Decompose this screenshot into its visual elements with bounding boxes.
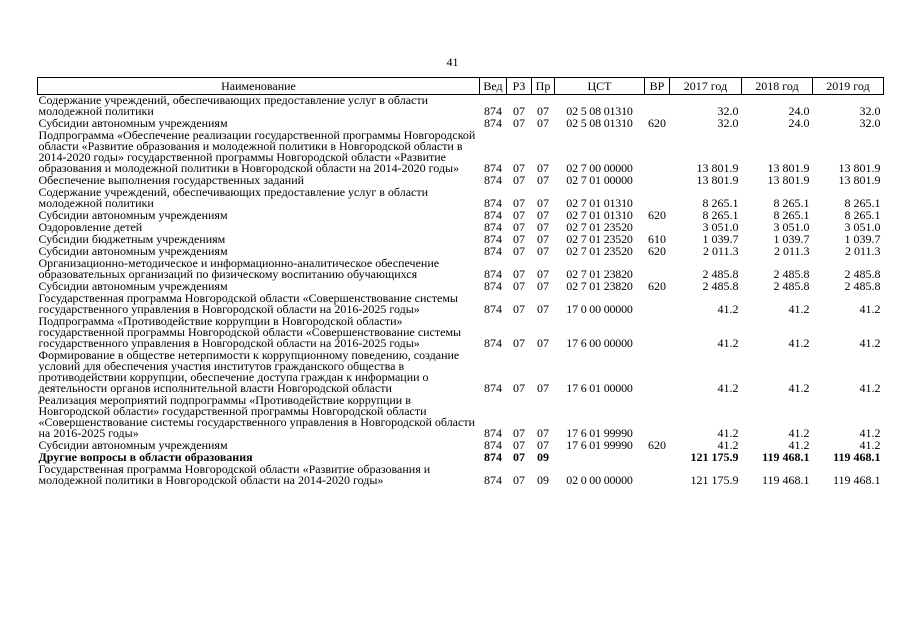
cell-cst: 02 7 01 23520 bbox=[566, 244, 633, 258]
cell-pr: 07 bbox=[537, 173, 549, 187]
cell-cst: 02 7 01 23820 bbox=[566, 267, 633, 281]
cell-2018: 8 265.1 bbox=[773, 196, 810, 210]
cell-vr bbox=[645, 258, 670, 281]
cell-name: Субсидии автономным учреждениям bbox=[38, 438, 228, 452]
cell-2017: 32.0 bbox=[717, 104, 739, 118]
table-header bbox=[38, 78, 884, 95]
cell-ved: 874 bbox=[484, 220, 502, 234]
cell-vr bbox=[645, 187, 670, 210]
cell-name: Реализация мероприятий подпрограммы «Противодействие коррупции в Новгородской области» государственной программы Новгородской области «Совершенствование системы государственного управления в Новгородской области на 2016-2025 годы» bbox=[38, 393, 475, 440]
cell-ved: 874 bbox=[484, 450, 502, 464]
cell-pr: 07 bbox=[537, 244, 549, 258]
cell-cst: 02 5 08 01310 bbox=[566, 116, 633, 130]
cell-ved: 874 bbox=[484, 161, 502, 175]
header-2018: 2018 год bbox=[742, 78, 813, 95]
cell-ved: 874 bbox=[484, 173, 502, 187]
cell-name: Государственная программа Новгородской области «Развитие образования и молодежной политики в Новгородской области на 2014-2020 годы» bbox=[38, 462, 431, 487]
cell-2017: 8 265.1 bbox=[702, 208, 739, 222]
cell-rz: 07 bbox=[513, 279, 525, 293]
page-number: 41 bbox=[446, 55, 459, 69]
cell-2017: 13 801.9 bbox=[696, 173, 739, 187]
cell-rz: 07 bbox=[513, 450, 525, 464]
cell-pr: 07 bbox=[537, 279, 549, 293]
cell-name: Содержание учреждений, обеспечивающих предоставление услуг в области молодежной политики bbox=[38, 185, 429, 210]
cell-2017: 2 485.8 bbox=[702, 267, 739, 281]
cell-2018: 13 801.9 bbox=[767, 161, 810, 175]
cell-2018: 2 485.8 bbox=[773, 267, 810, 281]
cell-2018: 24.0 bbox=[788, 116, 810, 130]
header-2017: 2017 год bbox=[670, 78, 742, 95]
cell-vr: 620 bbox=[648, 116, 666, 130]
cell-2018: 13 801.9 bbox=[767, 173, 810, 187]
cell-2019: 119 468.1 bbox=[832, 473, 881, 487]
cell-pr: 07 bbox=[537, 208, 549, 222]
cell-cst bbox=[555, 452, 645, 464]
cell-2018: 119 468.1 bbox=[761, 473, 810, 487]
cell-ved: 874 bbox=[484, 279, 502, 293]
cell-vr: 620 bbox=[648, 279, 666, 293]
cell-rz: 07 bbox=[513, 267, 525, 281]
cell-vr bbox=[645, 350, 670, 395]
table-row bbox=[38, 258, 884, 281]
cell-name: Субсидии автономным учреждениям bbox=[38, 279, 228, 293]
cell-2018: 24.0 bbox=[788, 104, 810, 118]
cell-2018: 2 485.8 bbox=[773, 279, 810, 293]
cell-2017: 32.0 bbox=[717, 116, 739, 130]
cell-pr: 07 bbox=[537, 161, 549, 175]
cell-rz: 07 bbox=[513, 473, 525, 487]
cell-pr: 07 bbox=[537, 104, 549, 118]
cell-ved: 874 bbox=[484, 232, 502, 246]
cell-2018: 3 051.0 bbox=[773, 220, 810, 234]
table-row bbox=[38, 350, 884, 395]
cell-rz: 07 bbox=[513, 232, 525, 246]
cell-rz: 07 bbox=[513, 161, 525, 175]
cell-2018: 41.2 bbox=[788, 302, 810, 316]
cell-pr: 07 bbox=[537, 267, 549, 281]
cell-pr: 07 bbox=[537, 232, 549, 246]
cell-cst: 17 6 00 00000 bbox=[566, 336, 633, 350]
cell-pr: 07 bbox=[537, 220, 549, 234]
cell-rz: 07 bbox=[513, 173, 525, 187]
cell-ved: 874 bbox=[484, 116, 502, 130]
cell-2017: 3 051.0 bbox=[702, 220, 739, 234]
header-rz: РЗ bbox=[507, 78, 532, 95]
cell-rz: 07 bbox=[513, 244, 525, 258]
table-row bbox=[38, 395, 884, 440]
cell-2017: 41.2 bbox=[717, 336, 739, 350]
cell-cst: 17 6 01 99990 bbox=[566, 438, 633, 452]
table-row bbox=[38, 187, 884, 210]
cell-cst: 02 7 01 23520 bbox=[566, 232, 633, 246]
cell-vr: 610 bbox=[648, 232, 666, 246]
cell-name: Формирование в обществе нетерпимости к коррупционному поведению, создание условий для обеспечения участия институтов гражданского общества в противодействии коррупции, обеспечение доступа граждан к информации о деятельности органов исполнительной власти Новгородской области bbox=[38, 348, 460, 395]
cell-2017: 1 039.7 bbox=[702, 232, 739, 246]
cell-vr: 620 bbox=[648, 208, 666, 222]
cell-name: Государственная программа Новгородской области «Совершенствование системы государственного управления в Новгородской области на 2016-2025 годы» bbox=[38, 291, 458, 316]
cell-2019: 2 485.8 bbox=[844, 267, 881, 281]
cell-ved: 874 bbox=[484, 104, 502, 118]
cell-name: Субсидии автономным учреждениям bbox=[38, 208, 228, 222]
cell-rz: 07 bbox=[513, 426, 525, 440]
table-row bbox=[38, 130, 884, 175]
cell-2019: 1 039.7 bbox=[844, 232, 881, 246]
cell-2018: 119 468.1 bbox=[762, 450, 810, 464]
cell-2019: 2 485.8 bbox=[844, 279, 881, 293]
cell-2018: 41.2 bbox=[788, 336, 810, 350]
cell-ved: 874 bbox=[484, 473, 502, 487]
cell-2018: 41.2 bbox=[788, 438, 810, 452]
cell-2018: 8 265.1 bbox=[773, 208, 810, 222]
cell-2017: 8 265.1 bbox=[702, 196, 739, 210]
header-2019: 2019 год bbox=[813, 78, 884, 95]
cell-name: Субсидии автономным учреждениям bbox=[38, 116, 228, 130]
header-name: Наименование bbox=[38, 78, 480, 95]
cell-ved: 874 bbox=[484, 302, 502, 316]
cell-2017: 41.2 bbox=[717, 438, 739, 452]
cell-2019: 8 265.1 bbox=[844, 196, 881, 210]
cell-name: Субсидии автономным учреждениям bbox=[38, 244, 228, 258]
cell-2019: 32.0 bbox=[859, 104, 881, 118]
cell-cst: 02 7 01 01310 bbox=[566, 208, 633, 222]
cell-2017: 41.2 bbox=[717, 381, 739, 395]
cell-cst: 02 7 00 00000 bbox=[566, 161, 633, 175]
cell-vr bbox=[645, 175, 670, 187]
cell-2019: 41.2 bbox=[859, 381, 881, 395]
cell-ved: 874 bbox=[484, 196, 502, 210]
cell-vr bbox=[645, 316, 670, 350]
cell-2018: 41.2 bbox=[788, 426, 810, 440]
cell-2019: 41.2 bbox=[859, 336, 881, 350]
cell-pr: 07 bbox=[537, 116, 549, 130]
cell-name: Подпрограмма «Обеспечение реализации государственной программы Новгородской области «Развитие образования и молодежной политики в Новгородской области в 2014-2020 годы» государственной программы Новгородской области «Развитие образования и молодежной политики в Новгородской области на 2014-2020 годы» bbox=[38, 128, 476, 175]
cell-ved: 874 bbox=[484, 381, 502, 395]
cell-2019: 41.2 bbox=[859, 426, 881, 440]
cell-cst: 02 0 00 00000 bbox=[566, 473, 633, 487]
cell-2017: 41.2 bbox=[717, 426, 739, 440]
cell-pr: 09 bbox=[537, 473, 549, 487]
cell-rz: 07 bbox=[513, 104, 525, 118]
cell-2017: 121 175.9 bbox=[690, 450, 739, 464]
cell-2019: 41.2 bbox=[859, 438, 881, 452]
cell-2019: 3 051.0 bbox=[844, 220, 881, 234]
table-row bbox=[38, 210, 884, 222]
cell-pr: 07 bbox=[537, 302, 549, 316]
cell-name: Подпрограмма «Противодействие коррупции в Новгородской области» государственной программы Новгородской области «Совершенствование системы государственного управления в Новгородской области на 2016-2025 годы» bbox=[38, 314, 462, 350]
cell-pr: 07 bbox=[537, 336, 549, 350]
cell-vr bbox=[645, 293, 670, 316]
cell-pr: 07 bbox=[537, 381, 549, 395]
table-row bbox=[38, 95, 884, 119]
cell-vr bbox=[645, 130, 670, 175]
cell-pr: 07 bbox=[537, 426, 549, 440]
cell-2017: 2 485.8 bbox=[702, 279, 739, 293]
cell-rz: 07 bbox=[513, 196, 525, 210]
cell-name: Оздоровление детей bbox=[38, 220, 143, 234]
cell-2019: 13 801.9 bbox=[838, 173, 881, 187]
cell-2018: 2 011.3 bbox=[773, 244, 810, 258]
cell-cst: 02 7 01 23520 bbox=[566, 220, 633, 234]
cell-ved: 874 bbox=[484, 426, 502, 440]
cell-name: Другие вопросы в области образования bbox=[38, 450, 253, 464]
header-vr: ВР bbox=[645, 78, 670, 95]
cell-2019: 41.2 bbox=[859, 302, 881, 316]
cell-ved: 874 bbox=[484, 438, 502, 452]
cell-cst: 02 7 01 00000 bbox=[566, 173, 633, 187]
header-ved: Вед bbox=[480, 78, 507, 95]
cell-ved: 874 bbox=[484, 336, 502, 350]
cell-2017: 121 175.9 bbox=[690, 473, 739, 487]
cell-cst: 17 6 01 99990 bbox=[566, 426, 633, 440]
header-pr: Пр bbox=[532, 78, 555, 95]
cell-2019: 32.0 bbox=[859, 116, 881, 130]
budget-table bbox=[37, 77, 884, 487]
cell-2019: 13 801.9 bbox=[838, 161, 881, 175]
cell-rz: 07 bbox=[513, 336, 525, 350]
cell-rz: 07 bbox=[513, 208, 525, 222]
cell-cst: 17 6 01 00000 bbox=[566, 381, 633, 395]
cell-2019: 2 011.3 bbox=[844, 244, 881, 258]
cell-vr bbox=[645, 395, 670, 440]
cell-vr: 620 bbox=[648, 438, 666, 452]
cell-ved: 874 bbox=[484, 244, 502, 258]
cell-name: Субсидии бюджетным учреждениям bbox=[38, 232, 226, 246]
cell-rz: 07 bbox=[513, 220, 525, 234]
cell-2017: 41.2 bbox=[717, 302, 739, 316]
header-cst: ЦСТ bbox=[555, 78, 645, 95]
cell-rz: 07 bbox=[513, 438, 525, 452]
cell-ved: 874 bbox=[484, 267, 502, 281]
cell-2019: 8 265.1 bbox=[844, 208, 881, 222]
table-body bbox=[38, 95, 884, 488]
cell-name: Организационно-методическое и информационно-аналитическое обеспечение образовательных организаций по физическому воспитанию обучающихся bbox=[38, 256, 440, 281]
cell-2018: 1 039.7 bbox=[773, 232, 810, 246]
cell-2017: 2 011.3 bbox=[702, 244, 739, 258]
cell-vr: 620 bbox=[648, 244, 666, 258]
cell-cst: 02 7 01 23820 bbox=[566, 279, 633, 293]
cell-rz: 07 bbox=[513, 116, 525, 130]
cell-2017: 13 801.9 bbox=[696, 161, 739, 175]
cell-2018: 41.2 bbox=[788, 381, 810, 395]
cell-2019: 119 468.1 bbox=[833, 450, 881, 464]
cell-vr bbox=[645, 464, 670, 487]
cell-cst: 17 0 00 00000 bbox=[566, 302, 633, 316]
cell-cst: 02 5 08 01310 bbox=[566, 104, 633, 118]
cell-rz: 07 bbox=[513, 381, 525, 395]
cell-vr bbox=[645, 95, 670, 119]
cell-name: Обеспечение выполнения государственных заданий bbox=[38, 173, 305, 187]
cell-name: Содержание учреждений, обеспечивающих предоставление услуг в области молодежной политики bbox=[38, 93, 429, 118]
table-row bbox=[38, 316, 884, 350]
cell-pr: 07 bbox=[537, 196, 549, 210]
cell-pr: 09 bbox=[537, 450, 549, 464]
table-row bbox=[38, 464, 884, 487]
table-row bbox=[38, 293, 884, 316]
cell-pr: 07 bbox=[537, 438, 549, 452]
cell-rz: 07 bbox=[513, 302, 525, 316]
cell-vr bbox=[645, 452, 670, 464]
cell-cst: 02 7 01 01310 bbox=[566, 196, 633, 210]
cell-ved: 874 bbox=[484, 208, 502, 222]
